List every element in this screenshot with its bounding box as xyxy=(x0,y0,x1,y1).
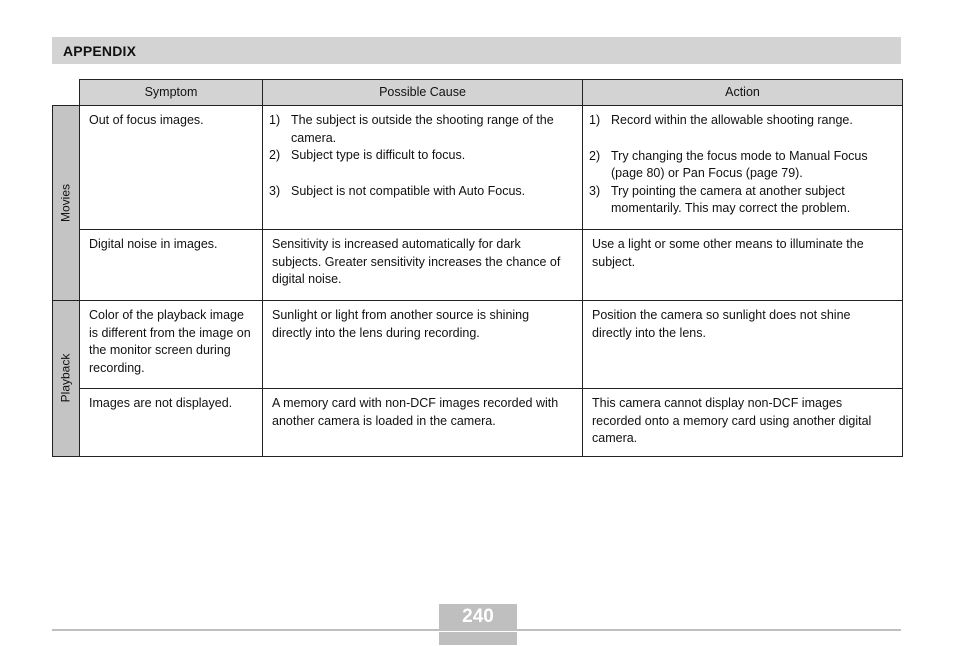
column-header-symptom: Symptom xyxy=(80,80,263,106)
troubleshooting-table xyxy=(52,79,903,457)
category-movies xyxy=(53,106,80,301)
table-row xyxy=(53,301,903,389)
page-number: 240 xyxy=(439,604,517,629)
table-row xyxy=(53,106,903,230)
section-header xyxy=(52,37,901,64)
section-title: APPENDIX xyxy=(63,42,137,59)
category-label: Movies xyxy=(58,183,73,223)
table-corner xyxy=(53,80,80,106)
action-cell xyxy=(583,106,903,230)
symptom-cell: Images are not displayed. xyxy=(80,389,263,457)
table-row xyxy=(53,230,903,301)
cause-cell: Sunlight or light from another source is shining directly into the lens during recording. xyxy=(263,301,583,389)
action-list xyxy=(589,112,892,218)
list-item: 2) Try changing the focus mode to Manual Focus (page 80) or Pan Focus (page 79). xyxy=(589,148,868,180)
action-cell: Use a light or some other means to illuminate the subject. xyxy=(583,230,903,301)
table-header-row xyxy=(53,80,903,106)
cause-list xyxy=(269,112,572,200)
list-item: 1) Record within the allowable shooting range. xyxy=(589,113,853,127)
cause-cell: Sensitivity is increased automatically for dark subjects. Greater sensitivity increases the chance of digital noise. xyxy=(263,230,583,301)
list-item: 3) Try pointing the camera at another subject momentarily. This may correct the problem. xyxy=(589,183,851,215)
footer-rule xyxy=(52,629,901,631)
table-row xyxy=(53,389,903,457)
column-header-possible-cause: Possible Cause xyxy=(263,80,583,106)
column-header-action: Action xyxy=(583,80,903,106)
symptom-cell: Color of the playback image is different from the image on the monitor screen during recording. xyxy=(80,301,263,389)
category-playback xyxy=(53,301,80,457)
page-number-tab xyxy=(439,632,517,645)
category-label: Playback xyxy=(58,353,73,403)
list-item: 2) Subject type is difficult to focus. xyxy=(269,148,466,162)
action-cell: This camera cannot display non-DCF images recorded onto a memory card using another digital camera. xyxy=(583,389,903,457)
cause-cell xyxy=(263,106,583,230)
list-item: 3) Subject is not compatible with Auto Focus. xyxy=(269,183,526,198)
cause-cell: A memory card with non-DCF images recorded with another camera is loaded in the camera. xyxy=(263,389,583,457)
list-item: 1) The subject is outside the shooting range of the camera. xyxy=(269,113,554,145)
symptom-cell: Out of focus images. xyxy=(80,106,263,230)
action-cell: Position the camera so sunlight does not shine directly into the lens. xyxy=(583,301,903,389)
symptom-cell: Digital noise in images. xyxy=(80,230,263,301)
